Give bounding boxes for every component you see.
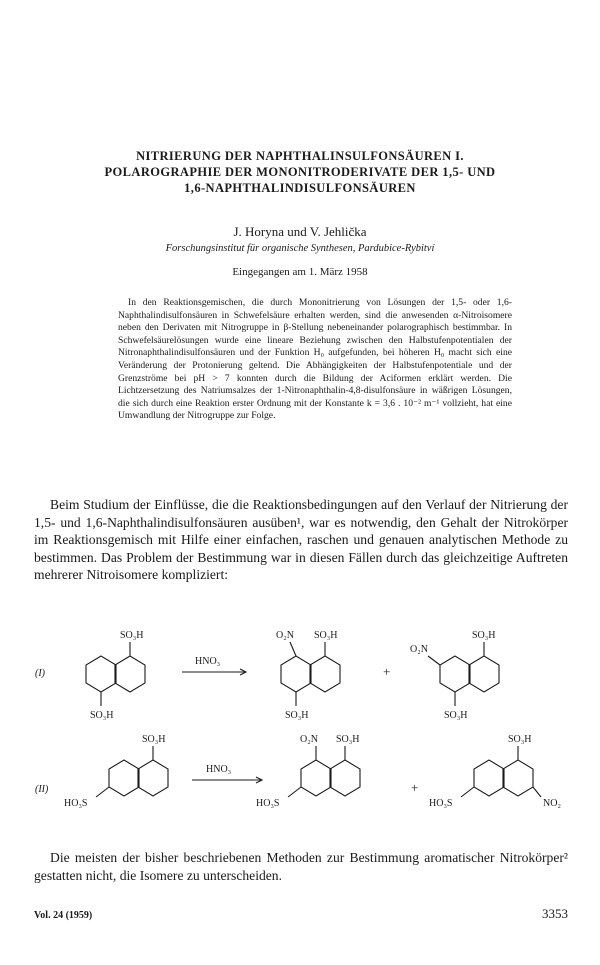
scheme-label-II: (II) <box>35 784 49 795</box>
received-date: Eingegangen am 1. März 1958 <box>232 266 368 278</box>
authors: J. Horyna und V. Jehlička <box>233 224 367 239</box>
volume-info: Vol. 24 (1959) <box>34 910 93 921</box>
o2n-label: O₂N <box>300 734 318 745</box>
o2n-label: O₂N <box>276 630 294 641</box>
so3h-label: SO₃H <box>142 734 166 745</box>
title-line-1: NITRIERUNG DER NAPHTHALINSULFONSÄUREN I. <box>136 149 464 163</box>
ho3s-label: HO₃S <box>256 798 280 809</box>
naphthalene-structure-I-product-b <box>428 642 499 706</box>
affiliation: Forschungsinstitut für organische Synthesen, Pardubice-Rybitví <box>165 243 435 254</box>
no2-label: NO₂ <box>543 798 561 809</box>
so3h-label: SO₃H <box>336 734 360 745</box>
o2n-label: O₂N <box>410 644 428 655</box>
plus-sign: + <box>411 780 419 795</box>
abstract: In den Reaktionsgemischen, die durch Mononitrierung von Lösungen der 1,5- oder 1,6-Naphthalindisulfonsäuren in Schwefelsäure erhalten werden, sind die anwesenden α-Nitroisomere neben den Derivaten mit Nitrogruppe in β-Stellung nebeneinander polarographisch bestimmbar. In Schwefelsäurelösungen wurde eine lineare Beziehung zwischen den Halbstufenpotentialen der Nitronaphthalindisulfonsäuren und der Funktion H₀ aufgefunden, bei höheren H₀ macht sich eine Veränderung der Protonierung geltend. Die Abhängigkeiten der Halbstufenpotentiale und der Grenzströme bei pH > 7 konnten durch die Bildung der Aciformen erklärt werden. Die Lichtzersetzung des Natriumsalzes der 1-Nitronaphthalin-4,8-disulfonsäure in wäßrigen Lösungen, die sich durch eine Reaktion erster Ordnung mit der Konstante k = 3,6 . 10⁻² m⁻¹ vollzieht, hat eine Umwandlung der Nitrogruppe zur Folge. <box>118 297 512 422</box>
reagent-label: HNO₃ <box>206 764 232 775</box>
naphthalene-structure-II-product-a <box>288 746 360 797</box>
naphthalene-structure-II-reactant <box>96 746 168 797</box>
so3h-label: SO₃H <box>508 734 532 745</box>
ho3s-label: HO₃S <box>429 798 453 809</box>
title-line-3: 1,6-NAPHTHALINDISULFONSÄUREN <box>184 181 416 195</box>
page-number: 3353 <box>542 906 568 921</box>
ho3s-label: HO₃S <box>64 798 88 809</box>
scheme-label-I: (I) <box>35 668 45 679</box>
title-line-2: POLAROGRAPHIE DER MONONITRODERIVATE DER 1,5- UND <box>104 165 496 179</box>
so3h-label: SO₃H <box>285 710 309 721</box>
intro-paragraph: Beim Studium der Einflüsse, die die Reaktionsbedingungen auf den Verlauf der Nitrierung der 1,5- und 1,6-Naphthalindisulfonsäuren ausüben¹, war es notwendig, den Gehalt der Nitrokörper im Reaktionsgemisch mit Hilfe einer einfachen, raschen und genauen analytischen Methode zu bestimmen. Das Problem der Bestimmung war in diesen Fällen durch das gleichzeitige Auftreten mehrerer Nitroisomere kompliziert: <box>34 497 568 582</box>
naphthalene-structure-II-product-b <box>461 746 541 797</box>
naphthalene-structure-I-product-a <box>281 642 340 706</box>
reagent-label: HNO₃ <box>195 656 221 667</box>
so3h-label: SO₃H <box>472 630 496 641</box>
so3h-label: SO₃H <box>90 710 114 721</box>
so3h-label: SO₃H <box>120 630 144 641</box>
closing-paragraph: Die meisten der bisher beschriebenen Methoden zur Bestimmung aromatischer Nitrokörper² gestatten nicht, die Isomere zu unterscheiden. <box>34 850 568 883</box>
so3h-label: SO₃H <box>314 630 338 641</box>
so3h-label: SO₃H <box>444 710 468 721</box>
plus-sign: + <box>383 664 391 679</box>
naphthalene-structure-I-reactant <box>86 642 145 706</box>
